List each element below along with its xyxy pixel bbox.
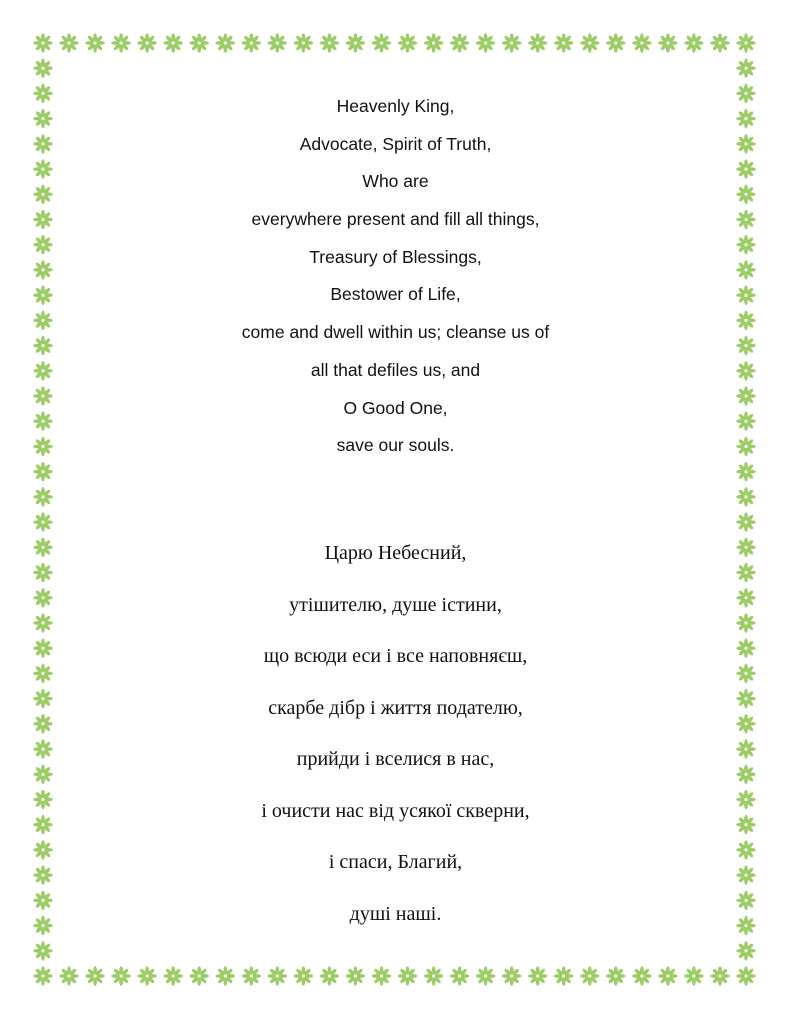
green-asterisk-flower-icon [398,33,418,53]
green-asterisk-flower-icon [710,33,730,53]
green-asterisk-flower-icon [137,33,157,53]
green-asterisk-flower-icon [33,58,53,78]
english-line-5: Treasury of Blessings, [309,246,482,267]
green-asterisk-flower-icon [398,966,418,986]
english-line-10: save our souls. [336,435,455,456]
green-asterisk-flower-icon [320,966,340,986]
ukrainian-line-2: утішителю, душе істини, [289,593,502,616]
green-asterisk-flower-icon [736,966,756,986]
english-line-8: all that defiles us, and [310,359,481,380]
english-line-6: Bestower of Life, [330,284,461,305]
green-asterisk-flower-icon [528,966,548,986]
green-asterisk-flower-icon [346,966,366,986]
green-asterisk-flower-icon [736,487,756,507]
green-asterisk-flower-icon [33,33,53,53]
green-asterisk-flower-icon [33,966,53,986]
green-asterisk-flower-icon [163,966,183,986]
green-asterisk-flower-icon [111,966,131,986]
green-asterisk-flower-icon [33,487,53,507]
ukrainian-line-1: Царю Небесний, [324,542,467,564]
green-asterisk-flower-icon [684,33,704,53]
ukrainian-prayer [0,538,791,950]
green-asterisk-flower-icon [580,33,600,53]
green-asterisk-flower-icon [346,33,366,53]
green-asterisk-flower-icon [85,33,105,53]
english-line-1: Heavenly King, [336,96,455,116]
ukrainian-line-5: прийди і вселися в нас, [296,748,495,770]
green-asterisk-flower-icon [424,966,444,986]
green-asterisk-flower-icon [606,966,626,986]
green-asterisk-flower-icon [268,966,288,986]
green-asterisk-flower-icon [450,33,470,53]
green-asterisk-flower-icon [450,966,470,986]
english-line-9: O Good One, [343,397,448,418]
green-asterisk-flower-icon [189,966,209,986]
green-asterisk-flower-icon [33,512,53,532]
green-asterisk-flower-icon [111,33,131,53]
green-asterisk-flower-icon [632,33,652,53]
green-asterisk-flower-icon [736,58,756,78]
english-line-2: Advocate, Spirit of Truth, [299,133,492,154]
green-asterisk-flower-icon [554,966,574,986]
green-asterisk-flower-icon [476,33,496,53]
green-asterisk-flower-icon [85,966,105,986]
green-asterisk-flower-icon [554,33,574,53]
green-asterisk-flower-icon [658,966,678,986]
ukrainian-line-8: душі наші. [349,902,442,925]
green-asterisk-flower-icon [216,966,236,986]
green-asterisk-flower-icon [372,33,392,53]
green-asterisk-flower-icon [528,33,548,53]
english-line-7: come and dwell within us; cleanse us of [241,322,550,343]
green-asterisk-flower-icon [502,33,522,53]
green-asterisk-flower-icon [294,33,314,53]
green-asterisk-flower-icon [736,512,756,532]
ukrainian-line-4: скарбе дібр і життя подателю, [268,696,523,719]
green-asterisk-flower-icon [710,966,730,986]
green-asterisk-flower-icon [189,33,209,53]
green-asterisk-flower-icon [372,966,392,986]
green-asterisk-flower-icon [242,33,262,53]
green-asterisk-flower-icon [242,966,262,986]
green-asterisk-flower-icon [580,966,600,986]
green-asterisk-flower-icon [294,966,314,986]
green-asterisk-flower-icon [736,33,756,53]
ukrainian-line-3: що всюди еси і все наповняєш, [263,645,528,667]
green-asterisk-flower-icon [502,966,522,986]
green-asterisk-flower-icon [268,33,288,53]
green-asterisk-flower-icon [684,966,704,986]
green-asterisk-flower-icon [658,33,678,53]
english-line-4: everywhere present and fill all things, [251,209,540,230]
green-asterisk-flower-icon [632,966,652,986]
green-asterisk-flower-icon [163,33,183,53]
green-asterisk-flower-icon [320,33,340,53]
ukrainian-line-6: і очисти нас від усякої скверни, [261,799,530,822]
green-asterisk-flower-icon [476,966,496,986]
green-asterisk-flower-icon [216,33,236,53]
green-asterisk-flower-icon [59,33,79,53]
ukrainian-line-7: і спаси, Благий, [328,851,463,873]
green-asterisk-flower-icon [137,966,157,986]
english-prayer [0,92,791,469]
green-asterisk-flower-icon [59,966,79,986]
green-asterisk-flower-icon [424,33,444,53]
green-asterisk-flower-icon [606,33,626,53]
english-line-3: Who are [362,171,429,192]
